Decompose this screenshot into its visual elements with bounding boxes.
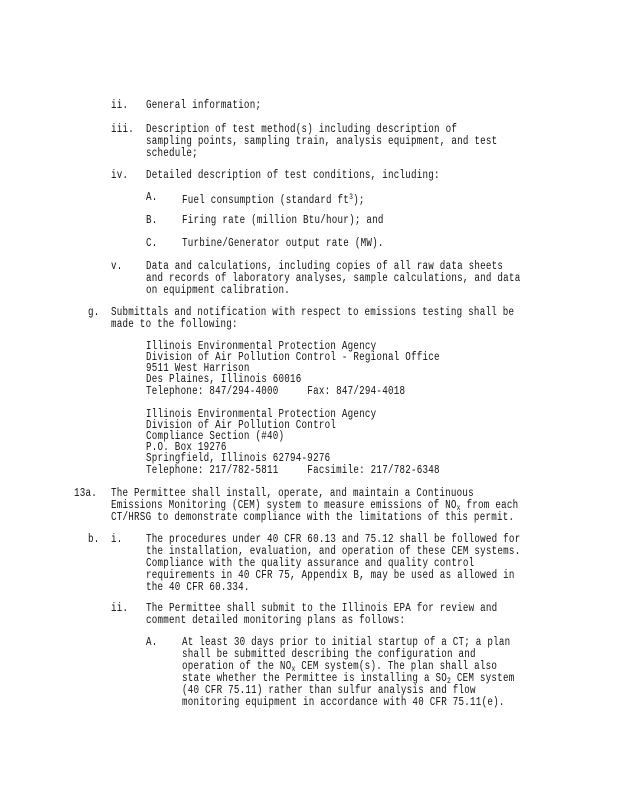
cems-line-3: CT/HRSG to demonstrate compliance with the limitations of this permit. bbox=[111, 511, 515, 524]
address-1-telephone: Telephone: 847/294-4000 Fax: 847/294-4018 bbox=[146, 385, 406, 398]
general-information-text: General information; bbox=[146, 99, 262, 112]
procedures-line-2: the installation, evaluation, and operation of these CEM systems. bbox=[146, 545, 521, 558]
test-method-line-3: schedule; bbox=[146, 147, 198, 160]
procedures-line-1: The procedures under 40 CFR 60.13 and 75.12 shall be followed for bbox=[146, 533, 521, 546]
submit-plan-line-2: comment detailed monitoring plans as follows: bbox=[146, 614, 406, 627]
address-2-city: Springfield, Illinois 62794-9276 bbox=[146, 452, 331, 465]
item-iii-label: iii. bbox=[111, 123, 135, 136]
plan-a-line-3: operation of the $NO_x$ CEM system(s). The plan shall also bbox=[182, 660, 498, 674]
condition-c-text: Turbine/Generator output rate (MW). bbox=[182, 237, 384, 250]
address-1-city: Des Plaines, Illinois 60016 bbox=[146, 373, 302, 386]
submittals-line-1: Submittals and notification with respect to emissions testing shall be bbox=[111, 306, 515, 319]
plan-a-label: A. bbox=[146, 636, 158, 649]
condition-a-label: A. bbox=[146, 191, 158, 204]
address-2-telephone: Telephone: 217/782-5811 Facsimile: 217/782-6348 bbox=[146, 464, 440, 477]
address-1-street: 9511 West Harrison bbox=[146, 362, 250, 375]
test-method-line-1: Description of test method(s) including description of bbox=[146, 123, 458, 136]
item-13a-label: 13a. bbox=[74, 487, 98, 500]
procedures-line-5: the 40 CFR 60.334. bbox=[146, 581, 250, 594]
item-iv-label: iv. bbox=[111, 169, 129, 182]
item-ii-label: ii. bbox=[111, 99, 129, 112]
item-b-ii-label: ii. bbox=[111, 602, 129, 615]
condition-b-label: B. bbox=[146, 214, 158, 227]
address-1-agency: Illinois Environmental Protection Agency bbox=[146, 340, 377, 353]
item-g-label: g. bbox=[88, 306, 100, 319]
plan-a-line-4: state whether the Permittee is installing a $SO_2$ CEM system bbox=[182, 672, 515, 686]
item-v-label: v. bbox=[111, 260, 123, 273]
plan-a-line-6: monitoring equipment in accordance with 40 CFR 75.11(e). bbox=[182, 696, 505, 709]
condition-b-text: Firing rate (million Btu/hour); and bbox=[182, 214, 384, 227]
submit-plan-line-1: The Permittee shall submit to the Illinois EPA for review and bbox=[146, 602, 498, 615]
procedures-line-3: Compliance with the quality assurance and quality control bbox=[146, 557, 475, 570]
procedures-line-4: requirements in 40 CFR 75, Appendix B, may be used as allowed in bbox=[146, 569, 515, 582]
data-calc-line-3: on equipment calibration. bbox=[146, 284, 291, 297]
data-calc-line-2: and records of laboratory analyses, sample calculations, and data bbox=[146, 272, 521, 285]
cems-line-1: The Permittee shall install, operate, and maintain a Continuous bbox=[111, 487, 474, 500]
address-1-division: Division of Air Pollution Control - Regional Office bbox=[146, 351, 440, 364]
condition-a-text: Fuel consumption (standard $ft^3$); bbox=[182, 193, 365, 207]
plan-a-line-2: shall be submitted describing the configuration and bbox=[182, 648, 476, 661]
address-2-agency: Illinois Environmental Protection Agency bbox=[146, 408, 377, 421]
plan-a-line-1: At least 30 days prior to initial startup of a CT; a plan bbox=[182, 636, 511, 649]
address-2-po-box: P.O. Box 19276 bbox=[146, 441, 227, 454]
condition-c-label: C. bbox=[146, 237, 158, 250]
submittals-line-2: made to the following: bbox=[111, 318, 238, 331]
address-2-section: Compliance Section (#40) bbox=[146, 430, 285, 443]
item-b-label: b. bbox=[88, 533, 100, 546]
data-calc-line-1: Data and calculations, including copies of all raw data sheets bbox=[146, 260, 504, 273]
plan-a-line-5: (40 CFR 75.11) rather than sulfur analysis and flow bbox=[182, 684, 476, 697]
test-conditions-text: Detailed description of test conditions, including: bbox=[146, 169, 440, 182]
address-2-division: Division of Air Pollution Control bbox=[146, 419, 337, 432]
test-method-line-2: sampling points, sampling train, analysis equipment, and test bbox=[146, 135, 498, 148]
cems-line-2: Emissions Monitoring (CEM) system to measure emissions of $NO_x$ from each bbox=[111, 499, 519, 513]
item-b-i-label: i. bbox=[111, 533, 123, 546]
